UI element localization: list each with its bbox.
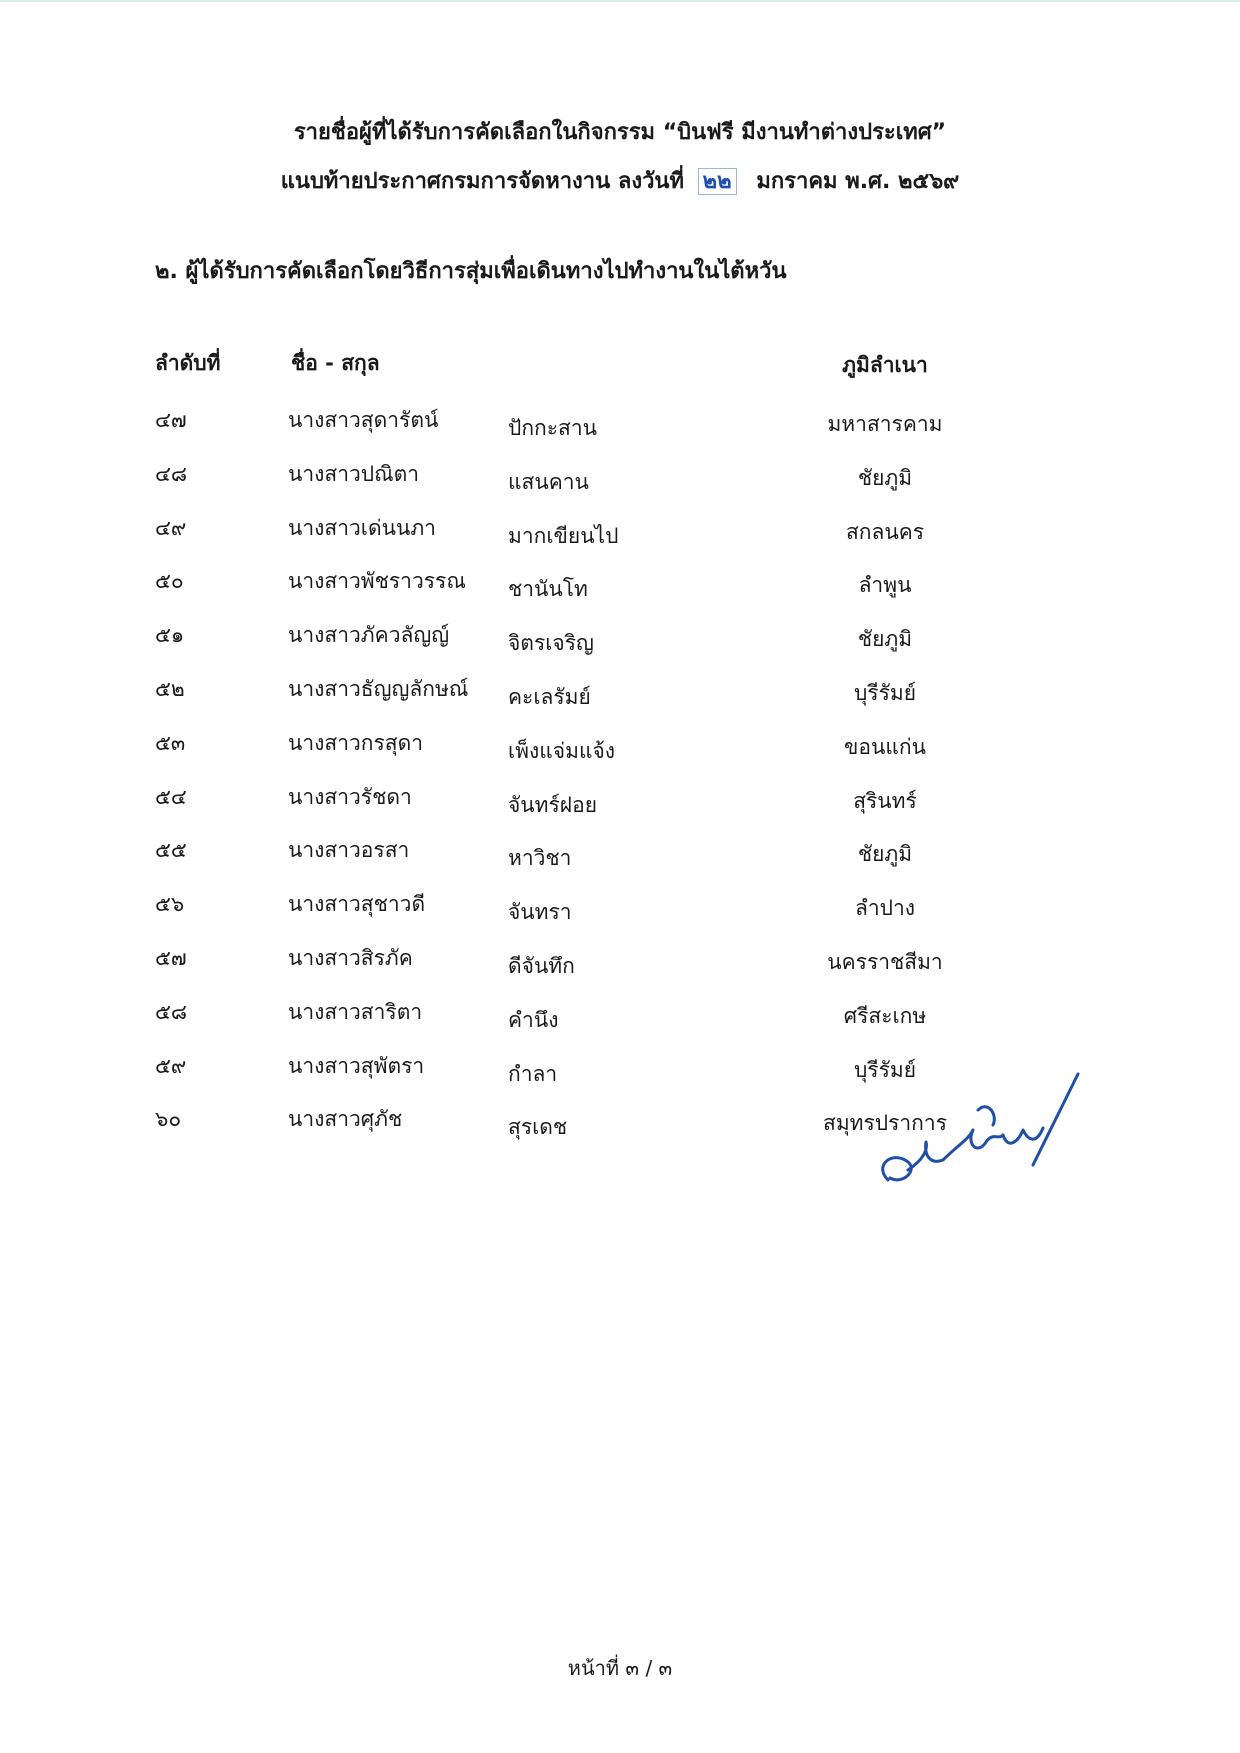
- row-last-name: แสนคาน: [508, 469, 589, 494]
- column-header-name: ชื่อ - สกุล: [291, 351, 380, 375]
- row-first-name: นางสาวศุภัช: [288, 1107, 403, 1132]
- row-first-name: นางสาวกรสุดา: [288, 730, 424, 755]
- section-heading: ๒. ผู้ได้รับการคัดเลือกโดยวิธีการสุ่มเพื่อเดินทางไปทำงานในไต้หวัน: [155, 259, 787, 284]
- row-number: ๔๙: [155, 515, 187, 540]
- row-number: ๕๓: [155, 730, 186, 755]
- document-title-line-2: [0, 163, 1240, 198]
- row-last-name: คะเลรัมย์: [508, 685, 591, 709]
- table-row: [0, 781, 1240, 821]
- row-number: ๖๐: [155, 1107, 182, 1132]
- title-suffix: มกราคม พ.ศ. ๒๕๖๙: [756, 169, 960, 194]
- row-last-name: หาวิชา: [508, 846, 572, 871]
- row-province: สกลนคร: [845, 519, 925, 544]
- row-number: ๕๘: [155, 999, 188, 1024]
- table-row: [0, 727, 1240, 767]
- row-last-name: สุรเดช: [508, 1115, 568, 1140]
- row-first-name: นางสาวพัชราวรรณ: [288, 569, 466, 594]
- row-province: ชัยภูมิ: [857, 465, 913, 490]
- row-first-name: นางสาวปณิตา: [288, 461, 420, 486]
- row-first-name: นางสาวเด่นนภา: [288, 515, 436, 540]
- column-header-no: ลำดับที่: [155, 351, 221, 375]
- page-number: หน้าที่ ๓ / ๓: [567, 1656, 673, 1680]
- table-row: [0, 673, 1240, 713]
- row-province: มหาสารคาม: [827, 412, 943, 436]
- signature-icon: [868, 1070, 1088, 1200]
- table-row: [0, 619, 1240, 659]
- row-province: สมุทรปราการ: [823, 1111, 947, 1136]
- top-border-line: [0, 0, 1240, 2]
- row-number: ๕๒: [155, 677, 185, 701]
- row-number: ๕๔: [155, 784, 187, 809]
- row-first-name: นางสาวสิรภัค: [288, 946, 413, 970]
- row-number: ๕๕: [155, 838, 187, 863]
- row-first-name: นางสาวธัญญลักษณ์: [288, 677, 469, 701]
- table-row: [0, 888, 1240, 928]
- row-last-name: จันทร์ฝอย: [508, 792, 598, 817]
- table-row: [0, 565, 1240, 605]
- row-number: ๕๗: [155, 946, 187, 970]
- row-first-name: นางสาวสุดารัตน์: [288, 408, 439, 432]
- row-number: ๕๐: [155, 569, 184, 594]
- row-last-name: จิตรเจริญ: [508, 631, 594, 656]
- row-number: ๔๘: [155, 461, 188, 486]
- row-province: บุรีรัมย์: [853, 1057, 917, 1082]
- table-row: [0, 458, 1240, 498]
- row-province: ลำพูน: [858, 573, 912, 598]
- row-first-name: นางสาวอรสา: [288, 838, 410, 863]
- row-first-name: นางสาวสุชาวดี: [288, 892, 426, 917]
- row-first-name: นางสาวภัควลัญญ์: [288, 623, 450, 648]
- row-last-name: กำลา: [508, 1061, 558, 1086]
- row-province: ลำปาง: [854, 896, 916, 921]
- table-row: [0, 834, 1240, 874]
- row-first-name: นางสาวสาริตา: [288, 999, 423, 1024]
- document-title-line-1: รายชื่อผู้ที่ได้รับการคัดเลือกในกิจกรรม “บินฟรี มีงานทำต่างประเทศ”: [293, 120, 947, 145]
- row-first-name: นางสาวสุพัตรา: [288, 1053, 425, 1078]
- row-province: บุรีรัมย์: [853, 681, 917, 705]
- title-prefix: แนบท้ายประกาศกรมการจัดหางาน ลงวันที่: [280, 169, 684, 194]
- row-number: ๕๙: [155, 1053, 187, 1078]
- row-last-name: ชานันโท: [508, 577, 588, 602]
- row-number: ๔๗: [155, 408, 187, 432]
- row-number: ๕๑: [155, 623, 185, 648]
- table-row: [0, 512, 1240, 552]
- row-last-name: จันทรา: [508, 900, 572, 925]
- row-last-name: เพ็งแจ่มแจ้ง: [508, 738, 616, 763]
- table-row: [0, 942, 1240, 982]
- row-last-name: คำนึง: [508, 1007, 559, 1032]
- row-number: ๕๖: [155, 892, 185, 917]
- row-province: สุรินทร์: [853, 788, 917, 813]
- table-row: [0, 404, 1240, 444]
- column-header-province: ภูมิลำเนา: [842, 353, 928, 377]
- row-last-name: มากเขียนไป: [508, 523, 619, 548]
- row-province: ขอนแก่น: [844, 734, 926, 759]
- row-province: ชัยภูมิ: [857, 627, 913, 652]
- row-province: ศรีสะเกษ: [843, 1003, 927, 1028]
- row-first-name: นางสาวรัชดา: [288, 784, 412, 809]
- row-province: ชัยภูมิ: [857, 842, 913, 867]
- handwritten-date: ๒๒: [698, 168, 737, 195]
- row-last-name: ปักกะสาน: [508, 416, 598, 440]
- row-province: นครราชสีมา: [827, 950, 943, 974]
- table-row: [0, 996, 1240, 1036]
- row-last-name: ดีจันทึก: [508, 954, 575, 978]
